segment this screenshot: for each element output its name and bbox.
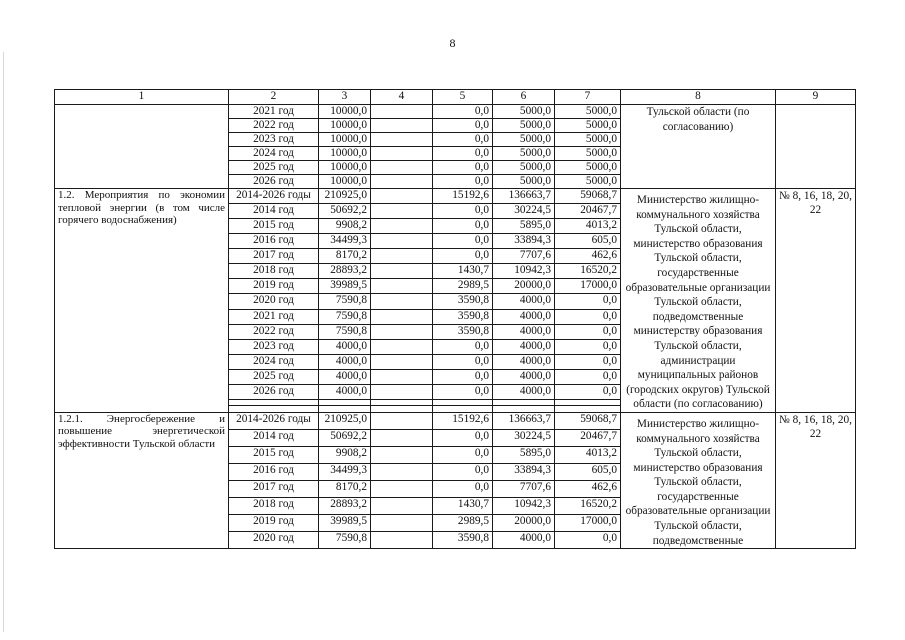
col-6-cell: 4000,0 <box>493 384 555 399</box>
col-6-cell: 4000,0 <box>493 354 555 369</box>
page-number: 8 <box>449 36 456 50</box>
federal-budget-cell <box>371 339 433 354</box>
total-cell: 34499,3 <box>319 234 371 249</box>
col-7-cell: 5000,0 <box>555 161 621 175</box>
col-7-cell: 4013,2 <box>555 446 621 463</box>
period-cell: 2026 год <box>229 175 319 189</box>
federal-budget-cell <box>371 532 433 549</box>
total-cell: 7590,8 <box>319 324 371 339</box>
col-5-cell: 0,0 <box>433 175 493 189</box>
total-cell: 7590,8 <box>319 294 371 309</box>
total-cell: 210925,0 <box>319 189 371 204</box>
period-cell: 2014-2026 годы <box>229 412 319 429</box>
table-body <box>55 90 856 549</box>
col-7-cell: 0,0 <box>555 294 621 309</box>
federal-budget-cell <box>371 219 433 234</box>
period-cell: 2025 год <box>229 161 319 175</box>
col-5-cell: 0,0 <box>433 354 493 369</box>
spacer-cell <box>371 406 433 413</box>
period-cell: 2014-2026 годы <box>229 189 319 204</box>
total-cell: 50692,2 <box>319 429 371 446</box>
total-cell: 7590,8 <box>319 532 371 549</box>
col-6-cell: 136663,7 <box>493 412 555 429</box>
period-cell: 2016 год <box>229 464 319 481</box>
total-cell: 28893,2 <box>319 264 371 279</box>
federal-budget-cell <box>371 481 433 498</box>
total-cell: 9908,2 <box>319 446 371 463</box>
federal-budget-cell <box>371 429 433 446</box>
federal-budget-cell <box>371 147 433 161</box>
federal-budget-cell <box>371 446 433 463</box>
col-5-cell: 3590,8 <box>433 309 493 324</box>
executor-cell: Министерство жилищно-коммунального хозяйства Тульской области, министерство образования Тульской области, государственные образовательные организации Тульской области, подведомственные министерству образования Тульской области, администрации муниципальных районов (городских округов) Тульской области (по согласованию) <box>621 189 776 413</box>
col-5-cell: 0,0 <box>433 119 493 133</box>
col-6-cell: 5000,0 <box>493 119 555 133</box>
col-7-cell: 605,0 <box>555 234 621 249</box>
total-cell: 10000,0 <box>319 119 371 133</box>
total-cell: 50692,2 <box>319 204 371 219</box>
spacer-cell <box>555 406 621 413</box>
col-5-cell: 0,0 <box>433 147 493 161</box>
total-cell: 4000,0 <box>319 369 371 384</box>
federal-budget-cell <box>371 412 433 429</box>
col-7-cell: 0,0 <box>555 309 621 324</box>
col-7-cell: 0,0 <box>555 354 621 369</box>
total-cell: 34499,3 <box>319 464 371 481</box>
col-6-cell: 7707,6 <box>493 481 555 498</box>
col-7-cell: 462,6 <box>555 481 621 498</box>
federal-budget-cell <box>371 309 433 324</box>
header-col-8: 8 <box>621 90 776 105</box>
total-cell: 10000,0 <box>319 105 371 119</box>
period-cell: 2014 год <box>229 204 319 219</box>
total-cell: 8170,2 <box>319 249 371 264</box>
col-7-cell: 0,0 <box>555 384 621 399</box>
col-7-cell: 59068,7 <box>555 189 621 204</box>
col-5-cell: 2989,5 <box>433 515 493 532</box>
federal-budget-cell <box>371 515 433 532</box>
col-6-cell: 5000,0 <box>493 133 555 147</box>
program-table <box>54 89 856 549</box>
federal-budget-cell <box>371 324 433 339</box>
col-6-cell: 33894,3 <box>493 464 555 481</box>
col-6-cell: 30224,5 <box>493 429 555 446</box>
measure-name-cell: 1.2.1. Энергосбережение и повышение энергетической эффективности Тульской области <box>55 412 229 548</box>
header-col-5: 5 <box>433 90 493 105</box>
total-cell: 8170,2 <box>319 481 371 498</box>
period-cell: 2021 год <box>229 105 319 119</box>
col-5-cell: 15192,6 <box>433 412 493 429</box>
total-cell: 39989,5 <box>319 515 371 532</box>
total-cell: 10000,0 <box>319 133 371 147</box>
col-6-cell: 30224,5 <box>493 204 555 219</box>
federal-budget-cell <box>371 175 433 189</box>
col-5-cell: 3590,8 <box>433 324 493 339</box>
col-7-cell: 0,0 <box>555 339 621 354</box>
col-5-cell: 1430,7 <box>433 498 493 515</box>
executor-cell: Тульской области (по согласованию) <box>621 105 776 189</box>
col-5-cell: 0,0 <box>433 234 493 249</box>
col-5-cell: 0,0 <box>433 219 493 234</box>
col-5-cell: 0,0 <box>433 105 493 119</box>
col-5-cell: 0,0 <box>433 249 493 264</box>
col-7-cell: 5000,0 <box>555 147 621 161</box>
col-6-cell: 4000,0 <box>493 339 555 354</box>
period-cell: 2015 год <box>229 446 319 463</box>
federal-budget-cell <box>371 105 433 119</box>
col-5-cell: 0,0 <box>433 429 493 446</box>
period-cell: 2025 год <box>229 369 319 384</box>
col-7-cell: 0,0 <box>555 532 621 549</box>
col-6-cell: 7707,6 <box>493 249 555 264</box>
executor-cell: Министерство жилищно-коммунального хозяйства Тульской области, министерство образования Тульской области, государственные образовательные организации Тульской области, подведомственные <box>621 412 776 548</box>
total-cell: 9908,2 <box>319 219 371 234</box>
federal-budget-cell <box>371 354 433 369</box>
col-7-cell: 17000,0 <box>555 279 621 294</box>
spacer-cell <box>229 406 319 413</box>
indicators-cell <box>776 105 856 189</box>
col-7-cell: 20467,7 <box>555 204 621 219</box>
col-6-cell: 5000,0 <box>493 105 555 119</box>
col-5-cell: 0,0 <box>433 161 493 175</box>
period-cell: 2024 год <box>229 354 319 369</box>
header-row <box>55 90 856 105</box>
period-cell: 2020 год <box>229 532 319 549</box>
col-6-cell: 4000,0 <box>493 532 555 549</box>
federal-budget-cell <box>371 133 433 147</box>
col-6-cell: 5000,0 <box>493 175 555 189</box>
federal-budget-cell <box>371 119 433 133</box>
col-5-cell: 0,0 <box>433 204 493 219</box>
col-6-cell: 20000,0 <box>493 515 555 532</box>
period-cell: 2017 год <box>229 481 319 498</box>
total-cell: 10000,0 <box>319 161 371 175</box>
total-cell: 39989,5 <box>319 279 371 294</box>
col-6-cell: 5895,0 <box>493 219 555 234</box>
spacer-cell <box>493 406 555 413</box>
col-5-cell: 0,0 <box>433 369 493 384</box>
col-5-cell: 3590,8 <box>433 532 493 549</box>
federal-budget-cell <box>371 369 433 384</box>
col-7-cell: 5000,0 <box>555 133 621 147</box>
col-5-cell: 0,0 <box>433 446 493 463</box>
table-row <box>55 189 856 204</box>
col-5-cell: 2989,5 <box>433 279 493 294</box>
col-6-cell: 4000,0 <box>493 369 555 384</box>
period-cell: 2023 год <box>229 133 319 147</box>
period-cell: 2015 год <box>229 219 319 234</box>
total-cell: 7590,8 <box>319 309 371 324</box>
col-6-cell: 5895,0 <box>493 446 555 463</box>
table-row <box>55 412 856 429</box>
col-6-cell: 5000,0 <box>493 147 555 161</box>
col-5-cell: 0,0 <box>433 339 493 354</box>
total-cell: 4000,0 <box>319 339 371 354</box>
federal-budget-cell <box>371 249 433 264</box>
table-row <box>55 105 856 119</box>
period-cell: 2014 год <box>229 429 319 446</box>
spacer-cell <box>433 406 493 413</box>
col-7-cell: 0,0 <box>555 369 621 384</box>
col-5-cell: 3590,8 <box>433 294 493 309</box>
spacer-cell <box>319 406 371 413</box>
period-cell: 2018 год <box>229 264 319 279</box>
col-6-cell: 10942,3 <box>493 498 555 515</box>
header-col-9: 9 <box>776 90 856 105</box>
indicators-cell: № 8, 16, 18, 20, 22 <box>776 189 856 413</box>
header-col-1: 1 <box>55 90 229 105</box>
period-cell: 2024 год <box>229 147 319 161</box>
measure-name-cell: 1.2. Мероприятия по экономии тепловой энергии (в том числе горячего водоснабжения) <box>55 189 229 413</box>
col-7-cell: 5000,0 <box>555 119 621 133</box>
col-7-cell: 0,0 <box>555 324 621 339</box>
period-cell: 2019 год <box>229 515 319 532</box>
col-5-cell: 1430,7 <box>433 264 493 279</box>
header-col-2: 2 <box>229 90 319 105</box>
col-6-cell: 4000,0 <box>493 294 555 309</box>
total-cell: 10000,0 <box>319 175 371 189</box>
federal-budget-cell <box>371 264 433 279</box>
col-6-cell: 4000,0 <box>493 324 555 339</box>
total-cell: 210925,0 <box>319 412 371 429</box>
col-7-cell: 16520,2 <box>555 264 621 279</box>
period-cell: 2022 год <box>229 324 319 339</box>
total-cell: 4000,0 <box>319 384 371 399</box>
federal-budget-cell <box>371 204 433 219</box>
col-5-cell: 15192,6 <box>433 189 493 204</box>
period-cell: 2017 год <box>229 249 319 264</box>
col-5-cell: 0,0 <box>433 481 493 498</box>
federal-budget-cell <box>371 294 433 309</box>
total-cell: 4000,0 <box>319 354 371 369</box>
scan-margin-line <box>3 52 4 632</box>
col-7-cell: 4013,2 <box>555 219 621 234</box>
col-7-cell: 462,6 <box>555 249 621 264</box>
header-col-7: 7 <box>555 90 621 105</box>
col-5-cell: 0,0 <box>433 464 493 481</box>
indicators-cell: № 8, 16, 18, 20, 22 <box>776 412 856 548</box>
col-6-cell: 5000,0 <box>493 161 555 175</box>
federal-budget-cell <box>371 279 433 294</box>
total-cell: 10000,0 <box>319 147 371 161</box>
header-col-6: 6 <box>493 90 555 105</box>
col-6-cell: 33894,3 <box>493 234 555 249</box>
col-7-cell: 17000,0 <box>555 515 621 532</box>
header-col-3: 3 <box>319 90 371 105</box>
col-7-cell: 605,0 <box>555 464 621 481</box>
col-6-cell: 4000,0 <box>493 309 555 324</box>
federal-budget-cell <box>371 189 433 204</box>
period-cell: 2020 год <box>229 294 319 309</box>
col-6-cell: 136663,7 <box>493 189 555 204</box>
period-cell: 2016 год <box>229 234 319 249</box>
col-5-cell: 0,0 <box>433 133 493 147</box>
col-7-cell: 16520,2 <box>555 498 621 515</box>
header-col-4: 4 <box>371 90 433 105</box>
col-7-cell: 5000,0 <box>555 175 621 189</box>
col-6-cell: 20000,0 <box>493 279 555 294</box>
period-cell: 2018 год <box>229 498 319 515</box>
period-cell: 2021 год <box>229 309 319 324</box>
measure-name-cell <box>55 105 229 189</box>
col-7-cell: 5000,0 <box>555 105 621 119</box>
federal-budget-cell <box>371 161 433 175</box>
period-cell: 2022 год <box>229 119 319 133</box>
total-cell: 28893,2 <box>319 498 371 515</box>
period-cell: 2023 год <box>229 339 319 354</box>
col-7-cell: 59068,7 <box>555 412 621 429</box>
col-6-cell: 10942,3 <box>493 264 555 279</box>
period-cell: 2019 год <box>229 279 319 294</box>
federal-budget-cell <box>371 498 433 515</box>
period-cell: 2026 год <box>229 384 319 399</box>
col-5-cell: 0,0 <box>433 384 493 399</box>
federal-budget-cell <box>371 464 433 481</box>
federal-budget-cell <box>371 234 433 249</box>
federal-budget-cell <box>371 384 433 399</box>
col-7-cell: 20467,7 <box>555 429 621 446</box>
